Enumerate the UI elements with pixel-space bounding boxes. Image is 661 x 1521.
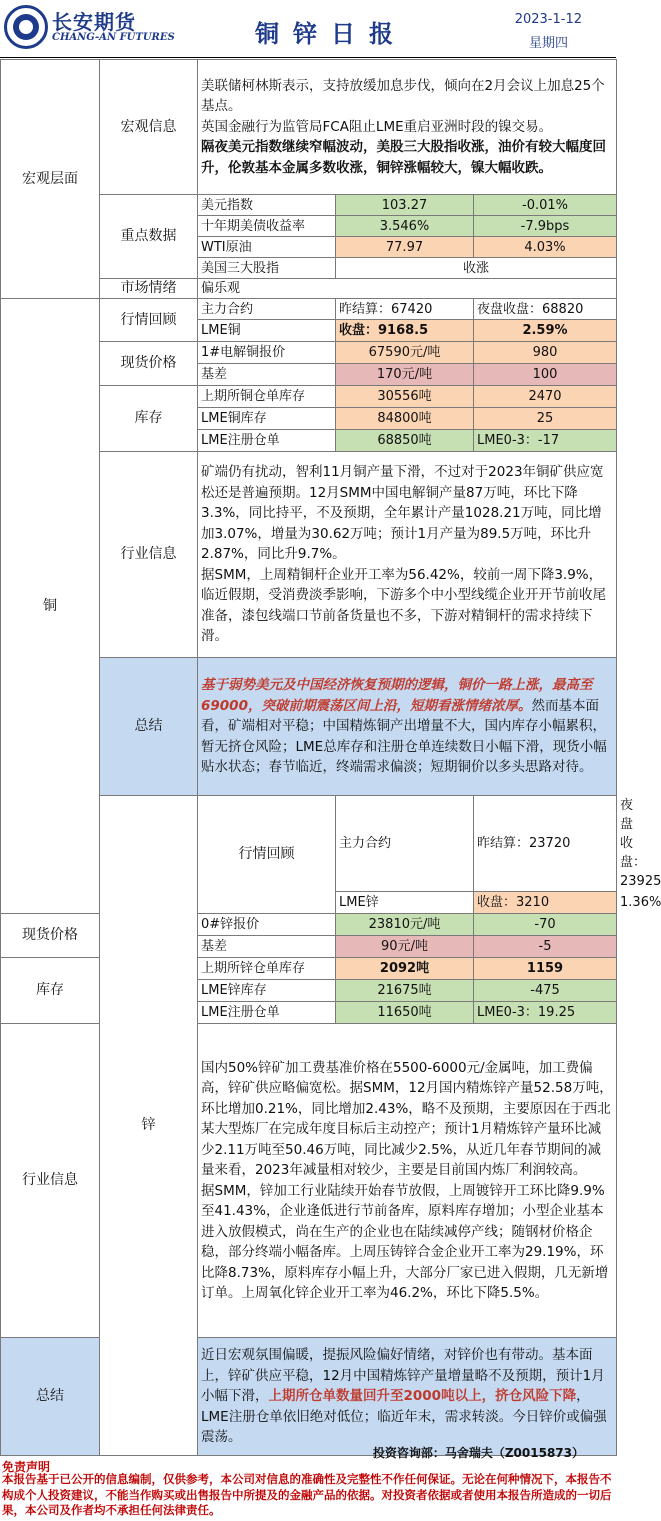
copper-shfe-name: 上期所铜仓单库存 — [198, 386, 336, 408]
macro-row-name: 美元指数 — [198, 195, 336, 216]
section-zinc: 锌 — [100, 796, 198, 1456]
macro-info-p1: 美联储柯林斯表示，支持放缓加息步伐，倾向在2月会议上加息25个基点。 — [201, 77, 605, 115]
copper-shfe-change: 2470 — [474, 386, 617, 408]
copper-reg-value: 68850吨 — [336, 430, 474, 452]
copper-spot-label: 现货价格 — [100, 342, 198, 386]
report-title: 铜锌日报 — [255, 20, 407, 48]
copper-lme-inv-value: 84800吨 — [336, 408, 474, 430]
copper-basis-name: 基差 — [198, 364, 336, 386]
macro-row-name: 十年期美债收益率 — [198, 216, 336, 237]
zinc-shfe-name: 上期所锌仓单库存 — [198, 958, 336, 980]
macro-key-data-label: 重点数据 — [100, 195, 198, 279]
copper-basis-change: 100 — [474, 364, 617, 386]
report-table: 宏观层面 宏观信息 美联储柯林斯表示，支持放缓加息步伐，倾向在2月会议上加息25个基点。 英国金融行为监管局FCA阻止LME重启亚洲时段的镍交易。 隔夜美元指数继续窄幅波动，美股三大股指收涨，油价有较大幅度回升，伦敦基本金属多数收涨，铜锌涨幅较大，镍大幅收跌。 重点数据 美元指数 103.27 -0.01% 十年期美债收益率 3.546% -7.9bps WTI原油 77.97 4.03% 美国三大股指 收涨 市场情绪 偏乐观 铜 行情回顾 主力合约 昨结算：67420 夜盘收盘：68820 LME铜 收盘：9168.5 2.59% 现货价格 1#电解铜报价 67590元/吨 980 基差 170元/吨 100 库存 上期所铜仓单库存 30556吨 2470 LME铜库存 84800吨 25 LME注册仓单 68850吨 LME0-3：-17 行业信息 矿端仍有扰动，智利11月铜产量下滑，不过对于2023年铜矿供应宽松还是普遍预期。12月SMM中国电解铜产量87万吨，环比下降3.3%，同比持平，不及预期，全年累计产量1028.21万吨，同比增加3.07%，增量为30.62万吨；预计1月产量为89.5万吨，环比升2.87%，同比升9.7%。 据SMM，上周精铜杆企业开工率为56.42%，较前一周下降3.9%，临近假期，受消费淡季影响，下游多个中小型线缆企业开开节前收尾准备，漆包线端口节前备货量也不多，下游对精铜杆的需求持续下滑。 总结 基于弱势美元及中国经济恢复预期的逻辑，铜价一路上涨，最高至69000，突破前期震荡区间上沿，短期看涨情绪浓厚。然而基本面看，矿端相对平稳；中国精炼铜产出增量不大，国内库存小幅累积，暂无挤仓风险；LME总库存和注册仓单连续数日小幅下滑，现货小幅贴水状态；春节临近，终端需求偏淡；短期铜价以多头思路对待。 锌 行情回顾 主力合约 昨结算：23720 夜盘收盘：23925 LME锌 收盘：3210 1.36% 现货价格 0#锌报价 23810元/吨 -70 基差 90元/吨 -5 库存 上期所锌仓单库存 2092吨 1159 LME锌库存 21675吨 -475 LME注册仓单 11650吨 LME0-3：19.25 行业信息 国内50%锌矿加工费基准价格在5500-6000元/金属吨，加工费偏高，锌矿供应略偏宽松。据SMM，12月国内精炼锌产量52.58万吨，环比增加0.21%，同比增加2.43%，略不及预期，主要原因在于西北某大型炼厂在完成年度目标后主动控产；预计1月精炼锌产量环比减少2.11万吨至50.46万吨，同比减少2.5%，从近几年春节期间的减量来看，2023年减量相对较少，主要是目前国内炼厂利润较高。 据SMM，锌加工行业陆续开始春节放假，上周镀锌开工环比降9.9%至41.43%，企业逢低进行节前备库，原料库存增加；小型企业基本进入放假模式，尚在生产的企业也在陆续减停产线；随钢材价格企稳，部分终端小幅备库。上周压铸锌合金企业开工率为29.19%，环比降8.73%，原料库存小幅上升，大部分厂家已进入假期，几无新增订单。上周氧化锌企业开工率为46.2%，环比下降5.5%。 总结 近日宏观氛围偏暖，提振风险偏好情绪，对锌价也有带动。基本面上，锌矿供应平稳，12月中国精炼锌产量增量略不及预期，预计1月小幅下滑，上期所仓单数量回升至2000吨以上，挤仓风险下降，LME注册仓单依旧绝对低位；临近年末，需求转淡。今日锌价或偏强震荡。 — [0, 59, 617, 1456]
zinc-reg-change: LME0-3：19.25 — [474, 1002, 617, 1024]
macro-row-value: 103.27 — [336, 195, 474, 216]
copper-main-contract: 主力合约 — [198, 299, 336, 320]
zinc-basis-name: 基差 — [198, 936, 336, 958]
copper-lme-change: 2.59% — [474, 320, 617, 342]
zinc-industry-label: 行业信息 — [1, 1024, 100, 1338]
copper-reg-change: LME0-3：-17 — [474, 430, 617, 452]
report-date: 2023-1-12 — [514, 12, 582, 27]
zinc-industry-p1: 国内50%锌矿加工费基准价格在5500-6000元/金属吨，加工费偏高，锌矿供应略偏宽松。据SMM，12月国内精炼锌产量52.58万吨，环比增加0.21%，同比增加2.43%，略不及预期，主要原因在于西北某大型炼厂在完成年度目标后主动控产；预计1月精炼锌产量环比减少2.11万吨至50.46万吨，同比减少2.5%，从近几年春节期间的减量来看，2023年减量相对较少，主要是目前国内炼厂利润较高。 — [201, 1059, 613, 1178]
macro-info-label: 宏观信息 — [100, 60, 198, 195]
zinc-spot-value: 23810元/吨 — [336, 914, 474, 936]
disclaimer-title: 免责声明 — [2, 1460, 51, 1474]
analyst-info: 投资咨询部：马舍瑞夫（Z0015873） — [372, 1446, 584, 1460]
brand-name: 长安期货 — [52, 10, 136, 34]
copper-lme-inv-change: 25 — [474, 408, 617, 430]
copper-summary-label: 总结 — [100, 658, 198, 796]
copper-summary-text — [198, 658, 617, 796]
zinc-spot-label: 现货价格 — [1, 914, 100, 958]
zinc-main-contract: 主力合约 — [336, 796, 474, 892]
copper-settle: 昨结算：67420 — [336, 299, 474, 320]
zinc-industry-p2: 据SMM，锌加工行业陆续开始春节放假，上周镀锌开工环比降9.9%至41.43%，企业逢低进行节前备库，原料库存增加；小型企业基本进入放假模式，尚在生产的企业也在陆续减停产线；随钢材价格企稳，部分终端小幅备库。上周压铸锌合金企业开工率为29.19%，环比降8.73%，原料库存小幅上升，大部分厂家已进入假期，几无新增订单。上周氧化锌企业开工率为46.2%，环比下降5.5%。 — [201, 1182, 609, 1301]
copper-industry-p2: 据SMM，上周精铜杆企业开工率为56.42%，较前一周下降3.9%，临近假期，受消费淡季影响，下游多个中小型线缆企业开开节前收尾准备，漆包线端口节前备货量也不多，下游对精铜杆的需求持续下滑。 — [201, 566, 606, 645]
copper-basis-value: 170元/吨 — [336, 364, 474, 386]
zinc-lme-inv-value: 21675吨 — [336, 980, 474, 1002]
macro-row-value: 77.97 — [336, 237, 474, 258]
macro-stocks-value: 收涨 — [336, 258, 617, 279]
copper-spot-name: 1#电解铜报价 — [198, 342, 336, 364]
zinc-summary-label: 总结 — [1, 1338, 100, 1456]
copper-reg-name: LME注册仓单 — [198, 430, 336, 452]
zinc-lme-close: 收盘：3210 — [474, 892, 617, 914]
zinc-inventory-label: 库存 — [1, 958, 100, 1024]
zinc-lme-name: LME锌 — [336, 892, 474, 914]
sentiment-value: 偏乐观 — [198, 279, 617, 299]
copper-lme-close: 收盘：9168.5 — [336, 320, 474, 342]
section-macro: 宏观层面 — [1, 60, 100, 299]
section-copper: 铜 — [1, 299, 100, 914]
zinc-review-label: 行情回顾 — [198, 796, 336, 914]
copper-night-close: 夜盘收盘：68820 — [474, 299, 617, 320]
macro-row-change: -0.01% — [474, 195, 617, 216]
copper-industry-text — [198, 452, 617, 658]
zinc-summary-text — [198, 1338, 617, 1456]
zinc-lme-inv-name: LME锌库存 — [198, 980, 336, 1002]
company-logo-icon — [4, 5, 48, 49]
copper-industry-label: 行业信息 — [100, 452, 198, 658]
zinc-summary-part-b: ，LME注册仓单依旧绝对低位；临近年末，需求转淡。今日锌价或偏强震荡。 — [201, 1388, 607, 1446]
zinc-reg-name: LME注册仓单 — [198, 1002, 336, 1024]
brand-name-en: CHANG-AN FUTURES — [52, 32, 175, 43]
zinc-spot-change: -70 — [474, 914, 617, 936]
copper-inventory-label: 库存 — [100, 386, 198, 452]
zinc-spot-name: 0#锌报价 — [198, 914, 336, 936]
zinc-basis-change: -5 — [474, 936, 617, 958]
macro-row-value: 3.546% — [336, 216, 474, 237]
zinc-settle: 昨结算：23720 — [474, 796, 617, 892]
zinc-summary-highlight: 上期所仓单数量回升至2000吨以上，挤仓风险下降 — [268, 1388, 577, 1405]
disclaimer-text: 本报告基于已公开的信息编制，仅供参考，本公司对信息的准确性及完整性不作任何保证。无论在何种情况下，本报告不构成个人投资建议，不能当作购买或出售报告中所提及的金融产品的依据。对投资者依据或者使用本报告所造成的一切后果，本公司及作者均不承担任何法律责任。 — [2, 1472, 612, 1517]
copper-spot-value: 67590元/吨 — [336, 342, 474, 364]
macro-info-p3: 隔夜美元指数继续窄幅波动，美股三大股指收涨，油价有较大幅度回升，伦敦基本金属多数收涨，铜锌涨幅较大，镍大幅收跌。 — [201, 139, 606, 176]
zinc-shfe-value: 2092吨 — [336, 958, 474, 980]
copper-summary-rest: 然而基本面看，矿端相对平稳；中国精炼铜产出增量不大，国内库存小幅累积，暂无挤仓风险；LME总库存和注册仓单连续数日小幅下滑，现货小幅贴水状态；春节临近，终端需求偏淡；短期铜价以多头思路对待。 — [201, 697, 607, 776]
macro-info-text — [198, 60, 617, 195]
macro-row-change: -7.9bps — [474, 216, 617, 237]
copper-lme-name: LME铜 — [198, 320, 336, 342]
zinc-summary-part-a: 近日宏观氛围偏暖，提振风险偏好情绪，对锌价也有带动。基本面上，锌矿供应平稳，12月中国精炼锌产量增量略不及预期，预计1月小幅下滑， — [201, 1347, 605, 1405]
copper-industry-p1: 矿端仍有扰动，智利11月铜产量下滑，不过对于2023年铜矿供应宽松还是普遍预期。12月SMM中国电解铜产量87万吨，环比下降3.3%，同比持平，不及预期，全年累计产量1028.21万吨，同比增加3.07%，增量为30.62万吨；预计1月产量为89.5万吨，环比升2.87%，同比升9.7%。 — [201, 464, 604, 563]
report-weekday: 星期四 — [528, 36, 568, 51]
macro-row-name: WTI原油 — [198, 237, 336, 258]
copper-lme-inv-name: LME铜库存 — [198, 408, 336, 430]
zinc-reg-value: 11650吨 — [336, 1002, 474, 1024]
sentiment-label: 市场情绪 — [100, 279, 198, 299]
macro-stocks-name: 美国三大股指 — [198, 258, 336, 279]
macro-row-change: 4.03% — [474, 237, 617, 258]
copper-summary-highlight: 基于弱势美元及中国经济恢复预期的逻辑，铜价一路上涨，最高至69000，突破前期震荡区间上沿，短期看涨情绪浓厚。 — [201, 677, 593, 714]
zinc-lme-inv-change: -475 — [474, 980, 617, 1002]
copper-spot-change: 980 — [474, 342, 617, 364]
macro-info-p2: 英国金融行为监管局FCA阻止LME重启亚洲时段的镍交易。 — [201, 118, 553, 135]
copper-shfe-value: 30556吨 — [336, 386, 474, 408]
zinc-shfe-change: 1159 — [474, 958, 617, 980]
copper-review-label: 行情回顾 — [100, 299, 198, 342]
report-header — [0, 0, 616, 58]
zinc-basis-value: 90元/吨 — [336, 936, 474, 958]
zinc-industry-text — [198, 1024, 617, 1338]
